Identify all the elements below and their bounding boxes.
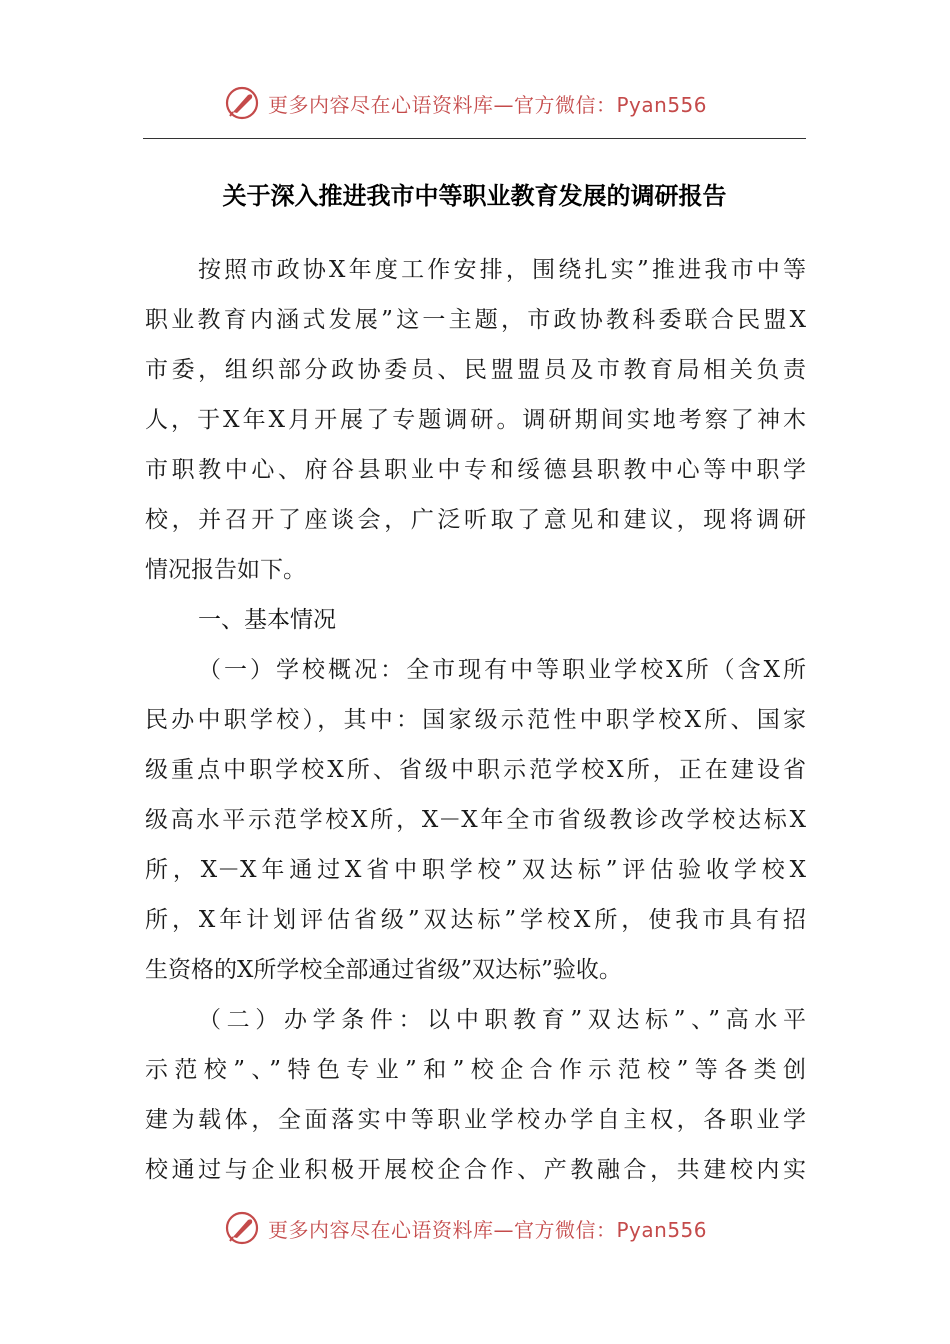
quill-pen-logo-icon [224, 1210, 260, 1246]
para2-line: 示范校”、”特色专业”和”校企合作示范校”等各类创 [145, 1057, 806, 1083]
intro-line: 市委，组织部分政协委员、民盟盟员及市教育局相关负责 [145, 357, 806, 383]
para1-line: 所，X－X年通过X省中职学校”双达标”评估验收学校X [145, 857, 806, 883]
para1-line: 所，X年计划评估省级”双达标”学校X所，使我市具有招 [145, 907, 806, 933]
intro-line: 按照市政协X年度工作安排，围绕扎实”推进我市中等 [198, 257, 806, 283]
intro-line: 职业教育内涵式发展”这一主题，市政协教科委联合民盟X [145, 307, 806, 333]
section-heading: 一、基本情况 [198, 607, 336, 633]
intro-line: 人，于X年X月开展了专题调研。调研期间实地考察了神木 [145, 407, 806, 433]
para1-line: 级高水平示范学校X所，X－X年全市省级教诊改学校达标X [145, 807, 806, 833]
footer-banner [224, 1208, 724, 1248]
intro-line: 校，并召开了座谈会，广泛听取了意见和建议，现将调研 [145, 507, 806, 533]
intro-line: 市职教中心、府谷县职业中专和绥德县职教中心等中职学 [145, 457, 806, 483]
para2-line: 建为载体，全面落实中等职业学校办学自主权，各职业学 [145, 1107, 806, 1133]
header-banner [224, 83, 724, 123]
para1-line: 生资格的X所学校全部通过省级”双达标”验收。 [145, 957, 622, 983]
para2-line: （二）办学条件：以中职教育”双达标”、”高水平 [198, 1007, 806, 1033]
para1-line: （一）学校概况：全市现有中等职业学校X所（含X所 [198, 657, 806, 683]
para1-line: 民办中职学校），其中：国家级示范性中职学校X所、国家 [145, 707, 806, 733]
footer-banner-text: 更多内容尽在心语资料库—官方微信：Pyan556 [268, 1217, 708, 1242]
header-banner-text: 更多内容尽在心语资料库—官方微信：Pyan556 [268, 92, 708, 117]
para1-line: 级重点中职学校X所、省级中职示范学校X所，正在建设省 [145, 757, 806, 783]
header-divider [143, 138, 806, 139]
quill-pen-logo-icon [224, 85, 260, 121]
para2-line: 校通过与企业积极开展校企合作、产教融合，共建校内实 [145, 1157, 806, 1183]
document-title: 关于深入推进我市中等职业教育发展的调研报告 [222, 181, 727, 210]
intro-line: 情况报告如下。 [145, 557, 306, 583]
